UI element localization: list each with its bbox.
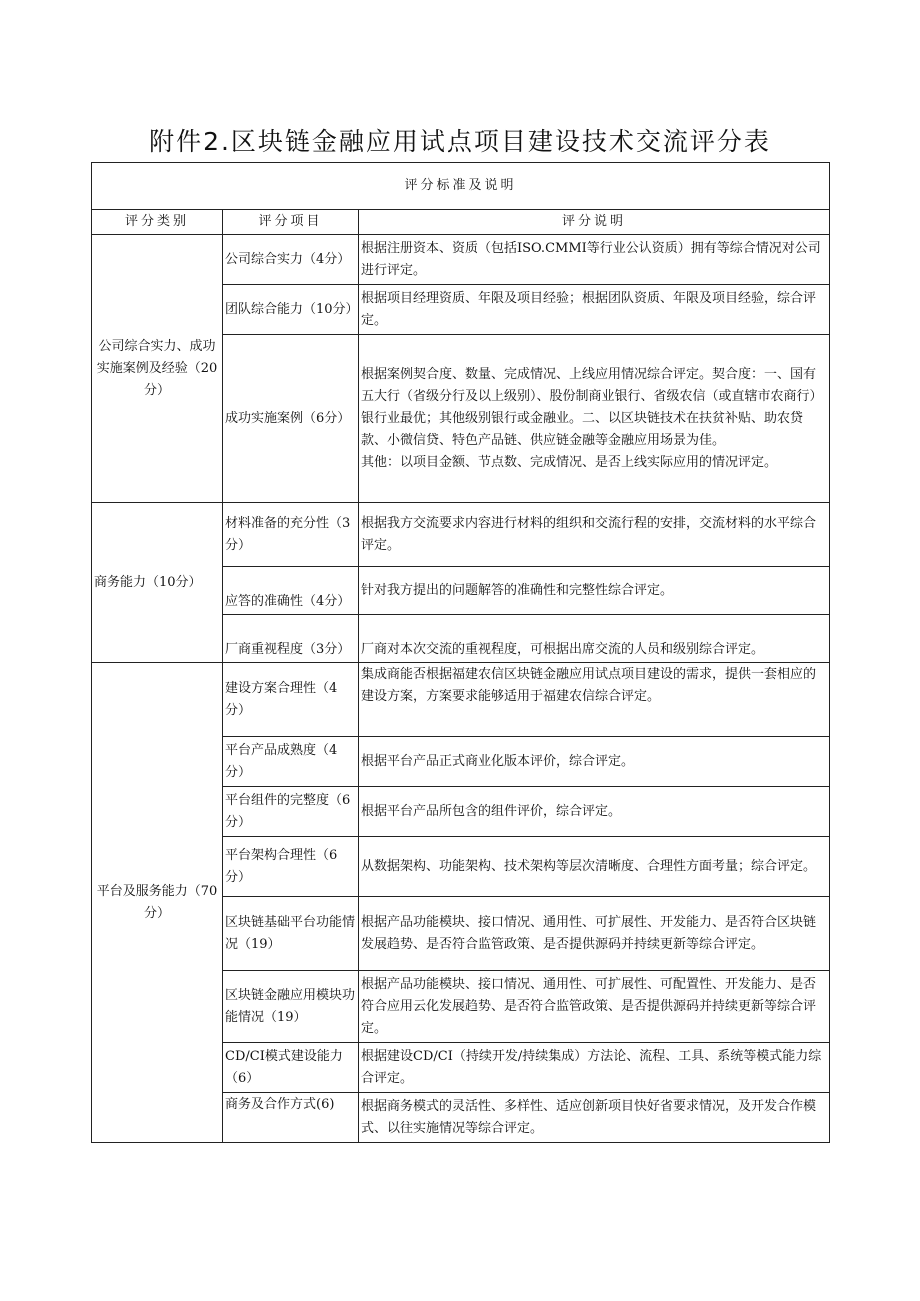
description-cell: 根据产品功能模块、接口情况、通用性、可扩展性、可配置性、开发能力、是否符合应用云化发展趋势、是否符合监管政策、是否提供源码并持续更新等综合评定。 <box>359 971 830 1043</box>
table-row <box>92 235 830 285</box>
item-cell: 应答的准确性（4分） <box>223 567 359 615</box>
column-header-category: 评分类别 <box>92 210 223 235</box>
category-cell: 公司综合实力、成功实施案例及经验（20分） <box>92 235 223 503</box>
item-cell: 成功实施案例（6分） <box>223 335 359 503</box>
table-row <box>92 663 830 737</box>
category-cell: 商务能力（10分） <box>92 503 223 663</box>
item-cell: 区块链基础平台功能情况（19） <box>223 897 359 971</box>
description-cell: 根据注册资本、资质（包括ISO.CMMI等行业公认资质）拥有等综合情况对公司进行评定。 <box>359 235 830 285</box>
item-cell: 公司综合实力（4分） <box>223 235 359 285</box>
description-cell: 根据项目经理资质、年限及项目经验；根据团队资质、年限及项目经验，综合评定。 <box>359 285 830 335</box>
item-cell: 厂商重视程度（3分） <box>223 615 359 663</box>
description-cell: 根据商务模式的灵活性、多样性、适应创新项目快好省要求情况，及开发合作模式、以往实施情况等综合评定。 <box>359 1093 830 1143</box>
item-cell: 商务及合作方式(6) <box>223 1093 359 1143</box>
column-header-description: 评分说明 <box>359 210 830 235</box>
description-cell: 集成商能否根据福建农信区块链金融应用试点项目建设的需求，提供一套相应的建设方案，方案要求能够适用于福建农信综合评定。 <box>359 663 830 737</box>
column-header-item: 评分项目 <box>223 210 359 235</box>
description-cell: 从数据架构、功能架构、技术架构等层次清晰度、合理性方面考量；综合评定。 <box>359 837 830 897</box>
scoring-table <box>91 162 830 1143</box>
category-cell: 平台及服务能力（70分） <box>92 663 223 1143</box>
item-cell: 团队综合能力（10分） <box>223 285 359 335</box>
description-cell: 根据建设CD/CI（持续开发/持续集成）方法论、流程、工具、系统等模式能力综合评定。 <box>359 1043 830 1093</box>
item-cell: 平台架构合理性（6分） <box>223 837 359 897</box>
item-cell: 平台产品成熟度（4分） <box>223 737 359 787</box>
item-cell: 材料准备的充分性（3分） <box>223 503 359 567</box>
item-cell: CD/CI模式建设能力（6） <box>223 1043 359 1093</box>
description-cell: 根据平台产品所包含的组件评价，综合评定。 <box>359 787 830 837</box>
table-main-header: 评分标准及说明 <box>92 163 830 210</box>
description-cell: 根据平台产品正式商业化版本评价，综合评定。 <box>359 737 830 787</box>
description-cell: 根据产品功能模块、接口情况、通用性、可扩展性、开发能力、是否符合区块链发展趋势、是否符合监管政策、是否提供源码并持续更新等综合评定。 <box>359 897 830 971</box>
description-paragraph: 根据案例契合度、数量、完成情况、上线应用情况综合评定。契合度：一、国有五大行（省级分行及以上级别）、股份制商业银行、省级农信（或直辖市农商行）银行业最优；其他级别银行或金融业。二、以区块链技术在扶贫补贴、助农贷款、小微信贷、特色产品链、供应链金融等金融应用场景为佳。 <box>361 366 823 448</box>
description-cell: 根据我方交流要求内容进行材料的组织和交流行程的安排，交流材料的水平综合评定。 <box>359 503 830 567</box>
document-title: 附件2.区块链金融应用试点项目建设技术交流评分表 <box>149 127 771 156</box>
table-row <box>92 503 830 567</box>
description-cell: 厂商对本次交流的重视程度，可根据出席交流的人员和级别综合评定。 <box>359 615 830 663</box>
item-cell: 平台组件的完整度（6分） <box>223 787 359 837</box>
description-cell: 针对我方提出的问题解答的准确性和完整性综合评定。 <box>359 567 830 615</box>
description-cell <box>359 335 830 503</box>
item-cell: 建设方案合理性（4分） <box>223 663 359 737</box>
item-cell: 区块链金融应用模块功能情况（19） <box>223 971 359 1043</box>
description-paragraph: 其他：以项目金额、节点数、完成情况、是否上线实际应用的情况评定。 <box>361 454 778 470</box>
